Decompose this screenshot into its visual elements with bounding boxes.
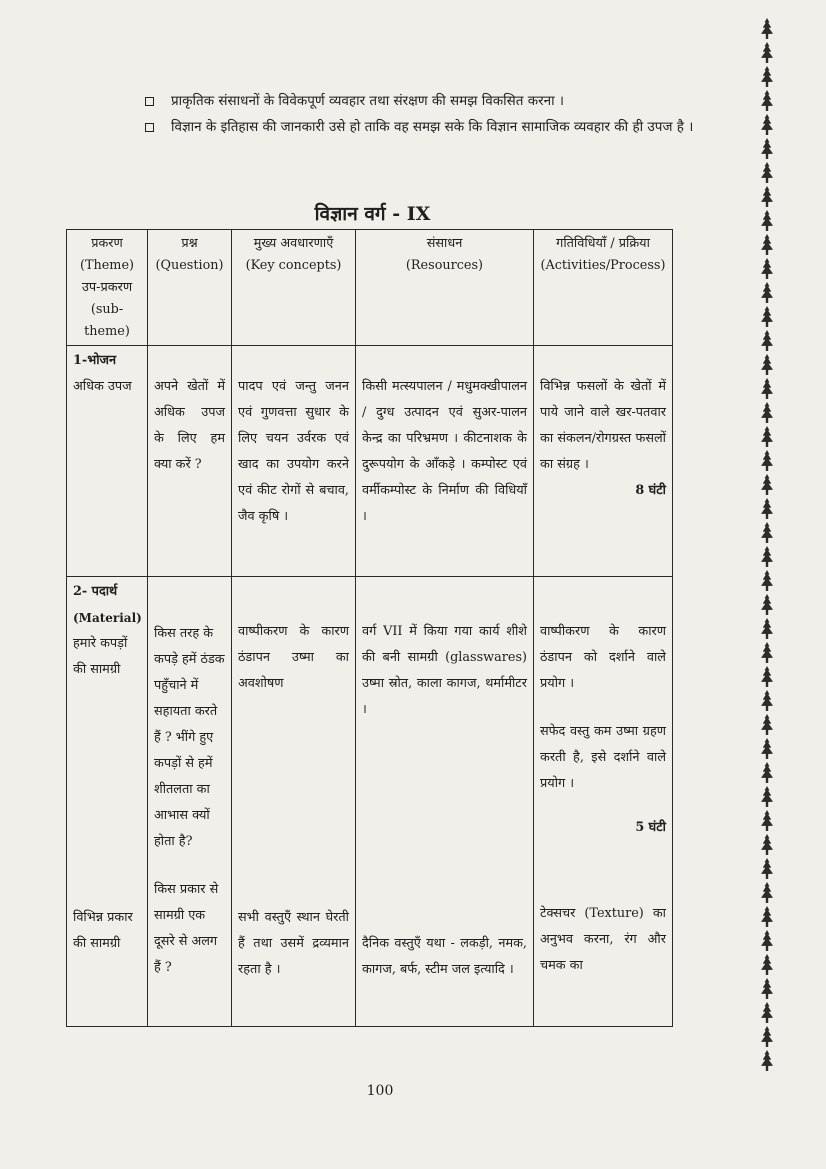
- binding-tree-icon: [761, 618, 773, 639]
- binding-tree-icon: [761, 978, 773, 999]
- binding-tree-icon: [761, 306, 773, 327]
- binding-tree-icon: [761, 66, 773, 87]
- binding-tree-icon: [761, 1050, 773, 1071]
- binding-tree-icon: [761, 402, 773, 423]
- binding-tree-icon: [761, 810, 773, 831]
- header-theme: प्रकरण (Theme) उप-प्रकरण (sub- theme): [67, 230, 148, 346]
- binding-tree-icon: [761, 762, 773, 783]
- binding-tree-icon: [761, 738, 773, 759]
- binding-tree-icon: [761, 882, 773, 903]
- table-row: [67, 577, 673, 1027]
- header-concepts: मुख्य अवधारणाएँ (Key concepts): [232, 230, 356, 346]
- binding-tree-icon: [761, 690, 773, 711]
- header-resources: संसाधन (Resources): [356, 230, 534, 346]
- binding-tree-icon: [761, 834, 773, 855]
- binding-tree-icon: [761, 714, 773, 735]
- binding-tree-icon: [761, 858, 773, 879]
- concepts-cell: पादप एवं जन्तु जनन एवं गुणवत्ता सुधार के लिए चयन उर्वरक एवं खाद का उपयोग करने एवं कीट रोगों से बचाव, जैव कृषि ।: [232, 346, 356, 577]
- activities-cell: वाष्पीकरण के कारण ठंडापन को दर्शाने वाले प्रयोग । सफेद वस्तु कम उष्मा ग्रहण करती है, इसे दर्शाने वाले प्रयोग । 5 घंटी टेक्सचर (Texture) का अनुभव करना, रंग और चमक का: [534, 577, 673, 1027]
- concepts-cell: वाष्पीकरण के कारण ठंडापन उष्मा का अवशोषण सभी वस्तुएँ स्थान घेरती हैं तथा उसमें द्रव्यमान रहता है ।: [232, 577, 356, 1027]
- bullet-item: [143, 88, 703, 114]
- binding-tree-icon: [761, 474, 773, 495]
- intro-bullets: [143, 88, 703, 140]
- header-activities: गतिविधियाँ / प्रक्रिया (Activities/Process): [534, 230, 673, 346]
- checkbox-bullet-icon: [145, 123, 154, 132]
- binding-tree-icon: [761, 930, 773, 951]
- binding-tree-icon: [761, 906, 773, 927]
- question-cell: अपने खेतों में अधिक उपज के लिए हम क्या करें ?: [148, 346, 232, 577]
- resources-cell: किसी मत्स्यपालन / मधुमक्खीपालन / दुग्ध उत्पादन एवं सुअर-पालन केन्द्र का परिभ्रमण । कीटनाशक के दुरूपयोग के आँकड़े । कम्पोस्ट एवं वर्मीकम्पोस्ट के निर्माण की विधियाँ ।: [356, 346, 534, 577]
- binding-tree-icon: [761, 186, 773, 207]
- binding-tree-icon: [761, 546, 773, 567]
- binding-tree-icon: [761, 1002, 773, 1023]
- binding-tree-icon: [761, 354, 773, 375]
- binding-tree-icon: [761, 666, 773, 687]
- binding-tree-icon: [761, 570, 773, 591]
- theme-cell: 2- पदार्थ (Material) हमारे कपड़ों की सामग्री विभिन्न प्रकार की सामग्री: [67, 577, 148, 1027]
- binding-tree-icon: [761, 594, 773, 615]
- question-cell: किस तरह के कपड़े हमें ठंडक पहुँचाने में सहायता करते हैं ? भींगे हुए कपड़ों से हमें शीतलता का आभास क्यों होता है? किस प्रकार से सामग्री एक दूसरे से अलग हैं ?: [148, 577, 232, 1027]
- page-number: 100: [366, 1083, 394, 1099]
- header-row: [67, 230, 673, 346]
- binding-tree-icon: [761, 258, 773, 279]
- binding-tree-icon: [761, 450, 773, 471]
- table-row: [67, 346, 673, 577]
- binding-tree-icon: [761, 210, 773, 231]
- binding-tree-icon: [761, 426, 773, 447]
- binding-tree-icon: [761, 378, 773, 399]
- binding-tree-icon: [761, 282, 773, 303]
- binding-tree-icon: [761, 114, 773, 135]
- theme-cell: 1-भोजन अधिक उपज: [67, 346, 148, 577]
- binding-tree-icon: [761, 18, 773, 39]
- resources-cell: वर्ग VII में किया गया कार्य शीशे की बनी सामग्री (glasswares) उष्मा स्रोत, काला कागज, थर्मामीटर । दैनिक वस्तुएँ यथा - लकड़ी, नमक, कागज, बर्फ, स्टीम जल इत्यादि ।: [356, 577, 534, 1027]
- binding-tree-icon: [761, 786, 773, 807]
- activities-cell: विभिन्न फसलों के खेतों में पाये जाने वाले खर-पतवार का संकलन/रोगग्रस्त फसलों का संग्रह । 8 घंटी: [534, 346, 673, 577]
- binding-tree-icon: [761, 90, 773, 111]
- binding-tree-icon: [761, 954, 773, 975]
- binding-tree-icon: [761, 642, 773, 663]
- checkbox-bullet-icon: [145, 97, 154, 106]
- duration-label: 8 घंटी: [635, 483, 666, 498]
- header-question: प्रश्न (Question): [148, 230, 232, 346]
- binding-tree-icon: [761, 234, 773, 255]
- bullet-text: विज्ञान के इतिहास की जानकारी उसे हो ताकि वह समझ सके कि विज्ञान सामाजिक व्यवहार की ही उपज है ।: [171, 119, 694, 135]
- bullet-item: [143, 114, 703, 140]
- binding-tree-icon: [761, 162, 773, 183]
- table-title: विज्ञान वर्ग - IX: [314, 203, 431, 225]
- curriculum-table: [66, 229, 673, 1027]
- binding-tree-icon: [761, 42, 773, 63]
- binding-tree-icon: [761, 498, 773, 519]
- spiral-binding: [758, 18, 776, 1123]
- binding-tree-icon: [761, 138, 773, 159]
- bullet-text: प्राकृतिक संसाधनों के विवेकपूर्ण व्यवहार तथा संरक्षण की समझ विकसित करना ।: [171, 93, 565, 109]
- binding-tree-icon: [761, 330, 773, 351]
- binding-tree-icon: [761, 1026, 773, 1047]
- binding-tree-icon: [761, 522, 773, 543]
- duration-label: 5 घंटी: [635, 820, 666, 835]
